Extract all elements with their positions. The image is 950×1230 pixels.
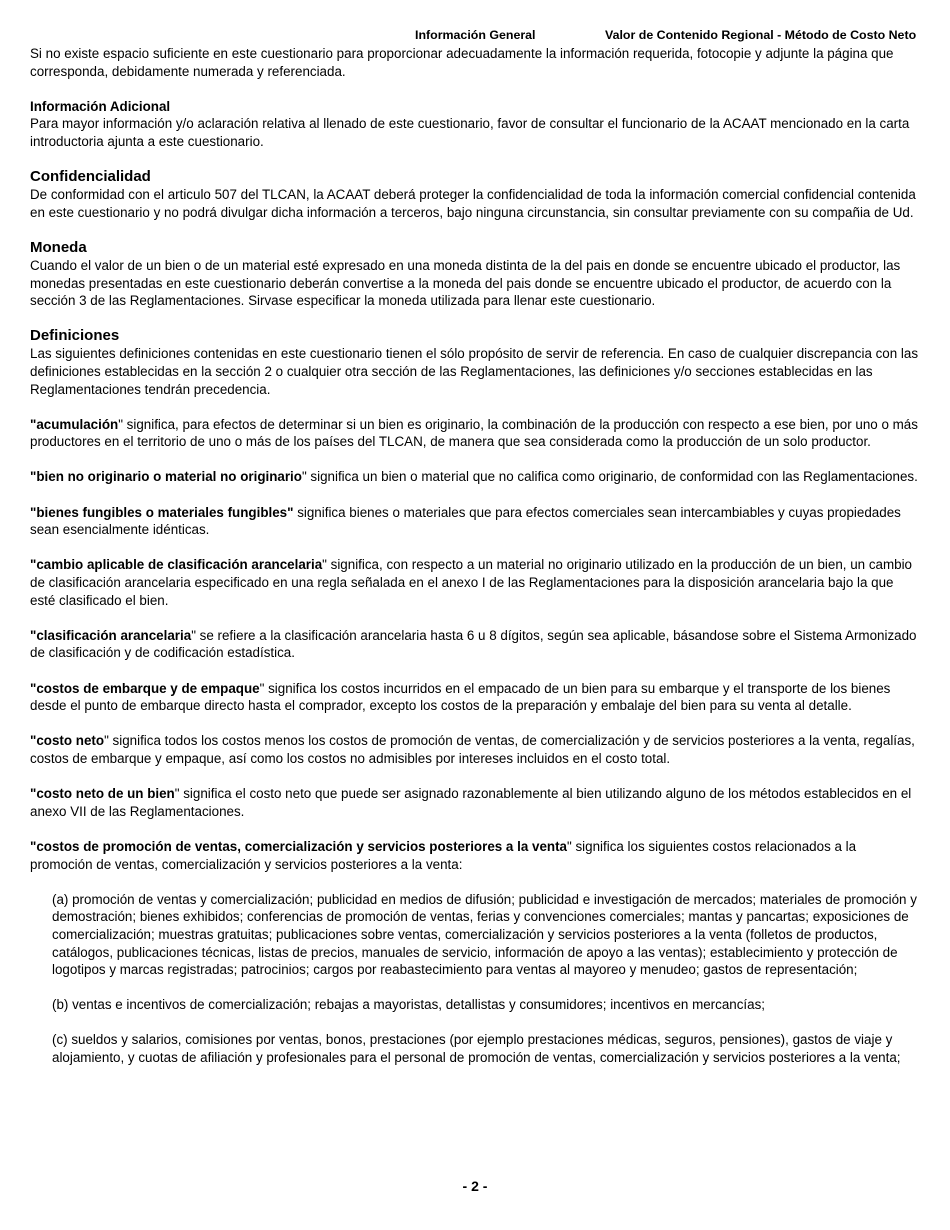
section-title-confidencialidad: Confidencialidad [30,168,151,186]
definiciones-paragraph: Las siguientes definiciones contenidas en este cuestionario tienen el sólo propósito de servir de referencia. En caso de cualquier discrepancia con las definiciones establecidas en la sección 2 o cualquier otra sección de las Reglamentaciones, las definiciones y/o secciones establecidas en las Reglamentaciones tendrán precedencia. [30,346,919,397]
definition-costo-neto [30,732,920,767]
section-title-info-adicional: Información Adicional [30,98,171,114]
definition-term: "costos de promoción de ventas, comercialización y servicios posteriores a la venta [30,838,567,854]
header-right: Valor de Contenido Regional - Método de Costo Neto [605,28,917,42]
definition-text: " significa un bien o material que no califica como originario, de conformidad con las Reglamentaciones. [301,469,918,485]
definition-text: " significa, con respecto a un material no originario utilizado en la producción de un bien, un cambio de clasificación arancelaria especificado en una regla señalada en el anexo I de las Reglamentaciones para la disposición arancelaria bajo la que esté clasificado el bien. [30,557,912,608]
intro-paragraph: Si no existe espacio suficiente en este cuestionario para proporcionar adecuadamente la información requerida, fotocopie y adjunte la página que corresponda, debidamente numerada y referenciada. [30,46,894,79]
definition-term: "costo neto [30,733,105,749]
header-left: Información General [415,28,536,42]
document-body [30,26,920,1084]
moneda-paragraph: Cuando el valor de un bien o de un material esté expresado en una moneda distinta de la del pais en donde se encuentre ubicado el productor, las monedas presentadas en este cuestionario deberán convertise a la moneda del pais donde se encuentre ubicado el productor, de acuerdo con la sección 3 de las Reglamentaciones. Sirvase especificar la moneda utilizada para llenar este cuestionario. [30,257,901,309]
confidencialidad-paragraph: De conformidad con el articulo 507 del TLCAN, la ACAAT deberá proteger la confidencialidad de toda la información comercial confidencial contenida en este cuestionario y no podrá divulgar dicha información a terceros, bajo ninguna circunstancia, sin consultar previamente con su compañia de Ud. [30,187,916,220]
definition-term: "cambio aplicable de clasificación arancelaria [30,557,323,573]
definition-text: " significa los siguientes costos relacionados a la promoción de ventas, comercialización y servicios posteriores a la venta: [30,838,857,872]
definition-text: " significa el costo neto que puede ser asignado razonablemente al bien utilizando alguno de los métodos establecidos en el anexo VII de las Reglamentaciones. [30,786,912,819]
definition-text: significa bienes o materiales que para efectos comerciales sean intercambiables y cuyas propiedades sean esencialmente idénticas. [30,504,901,538]
list-item-c: (c) sueldos y salarios, comisiones por ventas, bonos, prestaciones (por ejemplo prestaciones médicas, seguros, pensiones), gastos de viaje y alojamiento, y cuotas de afiliación y profesionales para el personal de promoción de ventas, comercialización y servicios posteriores a la venta; [52,1032,901,1066]
definition-costos-embarque [30,680,920,715]
definition-term: "bienes fungibles o materiales fungibles" [30,504,294,520]
definition-term: "acumulación [30,416,119,432]
info-adicional-paragraph: Para mayor información y/o aclaración relativa al llenado de este cuestionario, favor de consultar el funcionario de la ACAAT mencionado en la carta introductoria ajunta a este cuestionario. [30,116,910,149]
definition-term: "bien no originario o material no originario [30,469,302,485]
definition-bienes-fungibles [30,504,920,539]
definition-term: "costo neto de un bien [30,786,175,802]
definition-term: "clasificación arancelaria [30,627,192,643]
list-item-b: (b) ventas e incentivos de comercialización; rebajas a mayoristas, detallistas y consumidores; incentivos en mercancías; [52,997,765,1013]
definition-clasificacion-arancelaria [30,627,920,662]
definition-costos-promocion [30,838,920,873]
definition-text: " significa todos los costos menos los costos de promoción de ventas, de comercialización y de servicios posteriores a la venta, regalías, costos de embarque y empaque, así como los costos no admisibles por intereses incluidos en el costo total. [30,733,915,766]
definition-text: " significa los costos incurridos en el empacado de un bien para su embarque y el transporte de los bienes desde el punto de embarque directo hasta el comprador, excepto los costos de la preparación y embalaje del bien para su venta al detalle. [30,680,891,714]
list-item-a: (a) promoción de ventas y comercialización; publicidad en medios de difusión; publicidad e investigación de mercados; materiales de promoción y demostración; bienes exhibidos; conferencias de promoción de ventas, ferias y convenciones comerciales; mantas y pancartas; exposiciones de comercialización; muestras gratuitas; publicaciones sobre ventas, comercialización y servicios posteriores a la venta (folletos de productos, catálogos, publicaciones técnicas, listas de precios, manuales de servicio, información de apoyo a las ventas); establecimiento y protección de logotipos y marcas registradas; patrocinios; cargos por reabastecimiento para ventas al mayoreo y menudeo; gastos de representación; [52,891,917,978]
section-title-moneda: Moneda [30,238,87,256]
definition-bien-no-originario [30,468,920,486]
page-number: - 2 - [462,1178,488,1194]
definition-text: " se refiere a la clasificación arancelaria hasta 6 u 8 dígitos, según sea aplicable, básandose sobre el Sistema Armonizado de clasificación y de codificación estadística. [30,627,917,661]
definition-term: "costos de embarque y de empaque [30,680,260,696]
definition-cambio-clasificacion [30,556,920,609]
definition-text: " significa, para efectos de determinar si un bien es originario, la combinación de la producción con respecto a ese bien, por uno o más productores en el territorio de uno o más de los países del TLCAN, de manera que sea considerada como la producción de un solo productor. [30,416,918,450]
definition-costo-neto-bien [30,785,920,820]
section-title-definiciones: Definiciones [30,327,120,345]
definition-acumulacion [30,416,920,451]
